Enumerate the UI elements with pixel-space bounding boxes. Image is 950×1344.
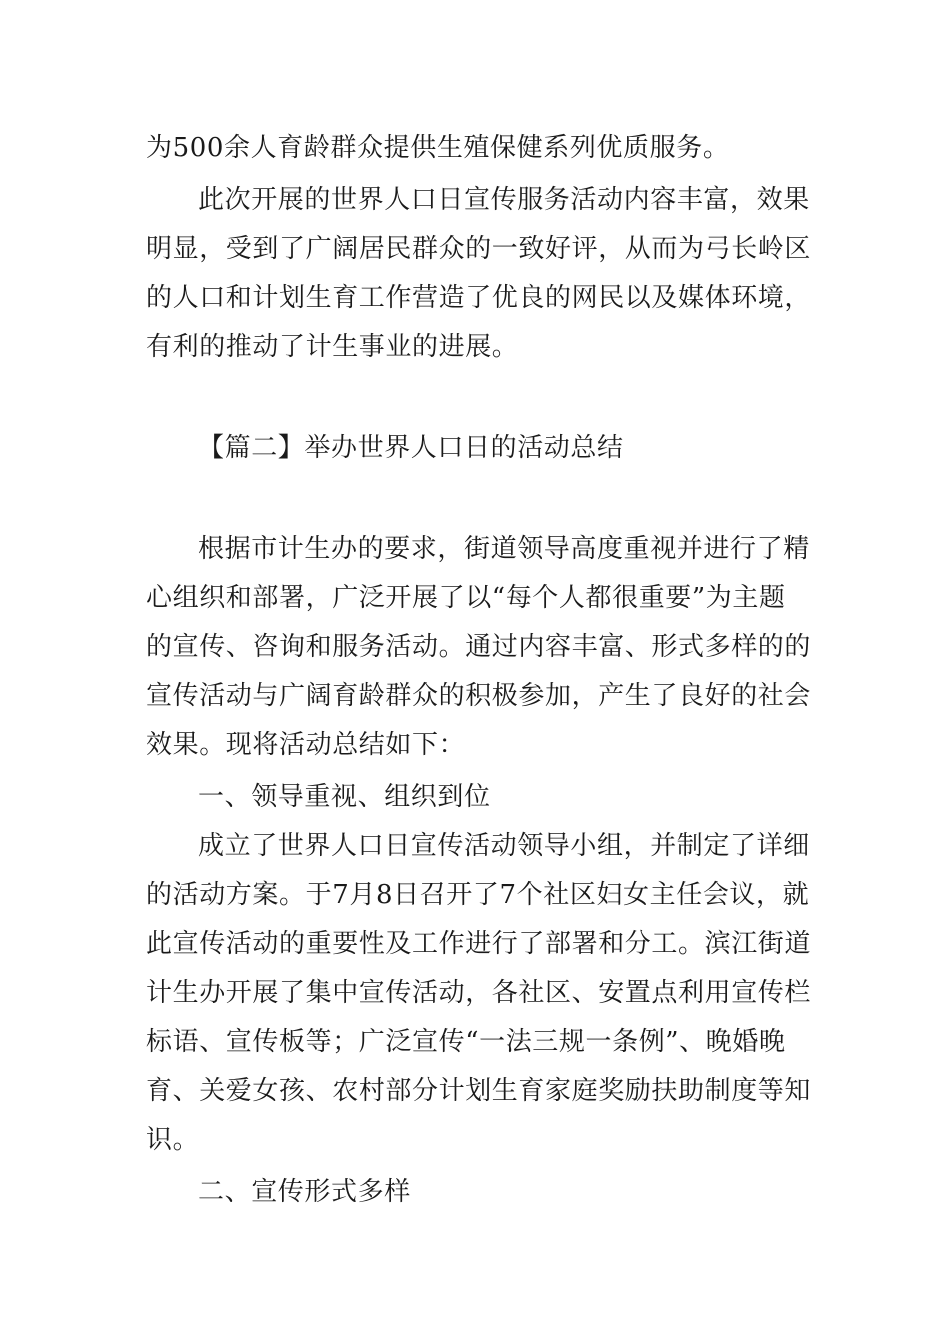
summary-line-4: 有利的推动了计生事业的进展。: [146, 332, 519, 362]
para1-line-7: 识。: [146, 1125, 200, 1155]
para1-line-2: 的活动方案。于7月8日召开了7个社区妇女主任会议，就: [146, 880, 810, 910]
summary-line-2: 明显，受到了广阔居民群众的一致好评，从而为弓长岭区: [146, 234, 812, 264]
intro-line-1: 根据市计生办的要求，街道领导高度重视并进行了精: [198, 534, 810, 564]
intro-line-4: 宣传活动与广阔育龄群众的积极参加，产生了良好的社会: [146, 681, 812, 711]
intro-line-2: 心组织和部署，广泛开展了以“每个人都很重要”为主题: [146, 583, 786, 613]
summary-line-3: 的人口和计划生育工作营造了优良的网民以及媒体环境，: [146, 283, 812, 313]
continuation-line-1: 为500余人育龄群众提供生殖保健系列优质服务。: [146, 133, 730, 163]
subheading-leadership: 一、领导重视、组织到位: [198, 782, 491, 812]
para1-line-4: 计生办开展了集中宣传活动，各社区、安置点利用宣传栏: [146, 978, 812, 1008]
section-title: 【篇二】举办世界人口日的活动总结: [198, 433, 624, 463]
intro-line-3: 的宣传、咨询和服务活动。通过内容丰富、形式多样的的: [146, 632, 812, 662]
summary-line-1: 此次开展的世界人口日宣传服务活动内容丰富，效果: [198, 185, 810, 215]
para1-line-1: 成立了世界人口日宣传活动领导小组，并制定了详细: [198, 831, 810, 861]
para1-line-3: 此宣传活动的重要性及工作进行了部署和分工。滨江街道: [146, 929, 812, 959]
intro-line-5: 效果。现将活动总结如下：: [146, 730, 466, 760]
subheading-publicity: 二、宣传形式多样: [198, 1177, 411, 1207]
para1-line-5: 标语、宣传板等；广泛宣传“一法三规一条例”、晚婚晚: [146, 1027, 786, 1057]
para1-line-6: 育、关爱女孩、农村部分计划生育家庭奖励扶助制度等知: [146, 1076, 812, 1106]
